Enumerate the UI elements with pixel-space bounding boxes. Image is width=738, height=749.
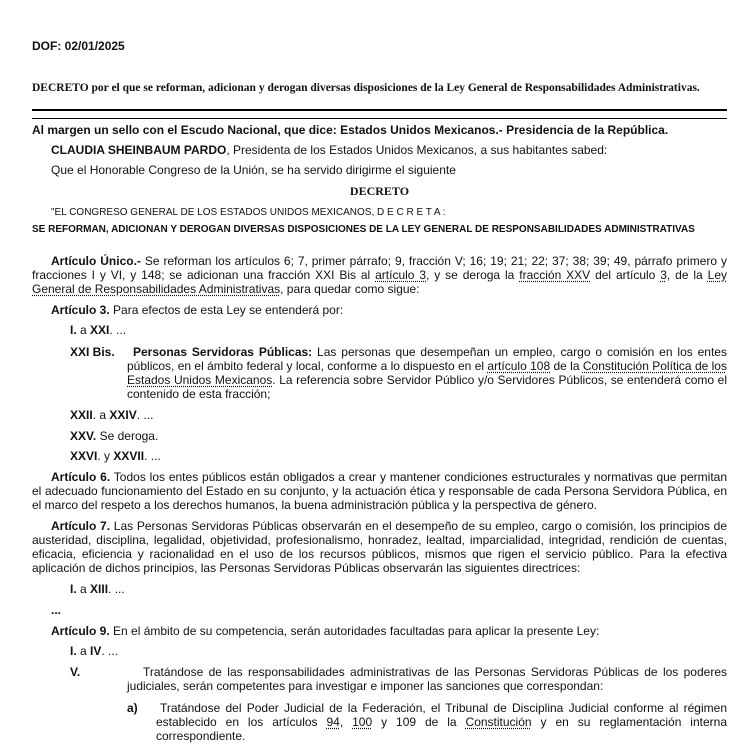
roman-ellipsis: . ... [109,323,127,337]
link-ley-general[interactable]: Ley General de Responsabilidades Administrativas [32,268,727,296]
art3-xxv [70,429,158,443]
articulo-unico-label: Artículo Único.- [51,254,141,268]
art7-label: Artículo 7. [51,519,111,533]
roman-ellipsis: . ... [144,449,161,463]
roman-i: I. [70,323,77,337]
roman-joiner: . a [92,408,110,422]
decreto-heading: DECRETO [349,184,410,198]
art7-text: Las Personas Servidoras Públicas observarán en el desempeño de su empleo, cargo o comisión, los principios de austeridad, disciplina, legalidad, objetividad, profesionalismo, honradez, lealtad, imparcialidad, integridad, rendición de cuentas, eficacia, eficiencia y racionalidad en el uso de los recursos públicos, mismos que rigen el servicio público. Para la efectiva aplicación de dichos principios, las Personas Servidoras Públicas observarán las siguientes directrices: [32,519,727,575]
xxv-text: Se deroga. [96,429,159,443]
link-articulo-108[interactable]: artículo 108 [487,359,551,373]
link-articulo-94[interactable]: 94 [326,715,340,729]
link-fraccion-xxv[interactable]: fracción XXV [519,268,591,282]
link-constitucion[interactable]: Constitución [465,715,532,729]
articulo-unico-text-4: , de la [666,268,708,282]
inciso-a-text-2: , [339,715,353,729]
link-articulo-100[interactable]: 100 [352,715,373,729]
se-reforman-heading: SE REFORMAN, ADICIONAN Y DEROGAN DIVERSAS DISPOSICIONES DE LA LEY GENERAL DE RESPONSABILIDADES ADMINISTRATIVAS [32,224,695,235]
articulo-unico-text-5: , para quedar como sigue: [280,282,420,296]
inciso-a-text-1: Tratándose del Poder Judicial de la Federación, el Tribunal de Disciplina Judicial conforme al régimen establecido en los artículos [156,701,727,729]
congress-line: Que el Honorable Congreso de la Unión, se ha servido dirigirme el siguiente [51,163,456,177]
roman-v-paragraph: Tratándose de las responsabilidades administrativas de las Personas Servidoras Públicas de los poderes judiciales, serán competentes para investigar e imponer las sanciones que correspondan: [127,665,727,693]
roman-joiner: . y [97,449,114,463]
decree-title: DECRETO por el que se reforman, adicionan y derogan diversas disposiciones de la Ley General de Responsabilidades Administrativas. [32,82,700,94]
articulo-unico-text-3: del artículo [590,268,661,282]
art7-i-xiii [70,582,125,596]
inciso-a-paragraph [156,701,727,743]
title-rule-thick [32,109,727,111]
art3-xxii-xxiv [70,408,153,422]
articulo-unico-paragraph [32,254,727,296]
congreso-decreta: "EL CONGRESO GENERAL DE LOS ESTADOS UNIDOS MEXICANOS, D E C R E T A : [51,207,446,218]
roman-xxi: XXI [90,323,110,337]
inciso-a-label: a) [127,701,138,715]
inciso-a-text-3: y 109 de la [372,715,466,729]
roman-ellipsis: . ... [136,408,154,422]
xxi-bis-label: XXI Bis. [70,345,115,359]
art9-i-iv [70,644,118,658]
art7-paragraph [32,519,727,575]
roman-xxiv: XXIV [109,408,137,422]
art6-paragraph [32,470,727,512]
link-articulo-3[interactable]: artículo 3 [375,268,427,282]
roman-xiii: XIII [90,582,109,596]
roman-i: I. [70,582,77,596]
art3-paragraph [51,303,727,317]
dof-date: DOF: 02/01/2025 [32,39,125,53]
xxi-bis-term: Personas Servidoras Públicas: [133,345,313,359]
xxi-bis-text-2: de la [550,359,583,373]
roman-i: I. [70,644,77,658]
xxi-bis-text-1: Las personas que desempeñan un empleo, cargo o comisión en los entes públicos, en el ámbito federal y local, conforme a lo dispuesto en el [127,345,727,373]
xxi-bis-text-3: . La referencia sobre Servidor Público y/o Servidores Públicos, se entenderá como el contenido de esta fracción; [127,373,727,401]
art9-label: Artículo 9. [51,624,110,638]
roman-xxv: XXV. [70,429,97,443]
roman-xxvii: XXVII [113,449,145,463]
art3-i-xxi [70,323,126,337]
roman-joiner: a [76,582,91,596]
link-constitucion-politica[interactable]: Constitución Política de los Estados Unidos Mexicanos [127,359,727,387]
inciso-a-text-4: y en su reglamentación interna correspondiente. [156,715,727,743]
roman-xxii: XXII [70,408,93,422]
omission-ellipsis: ... [51,603,62,617]
articulo-unico-text-1: Se reforman los artículos 6; 7, primer párrafo; 9, fracción V; 16; 19; 21; 22; 37; 38; 39; 49, párrafo primero y fracciones I y VI, y 148; se adicionan una fracción XXI Bis al [32,254,727,282]
roman-v-label: V. [70,665,81,679]
seal-paragraph: Al margen un sello con el Escudo Nacional, que dice: Estados Unidos Mexicanos.- Presidencia de la República. [32,123,669,137]
articulo-unico-text-2: , y se deroga la [426,268,520,282]
president-paragraph [51,143,727,157]
roman-xxvi: XXVI [70,449,98,463]
roman-ellipsis: . ... [101,644,119,658]
art9-text: En el ámbito de su competencia, serán autoridades facultadas para aplicar la presente Ley: [109,624,600,638]
art6-text: Todos los entes públicos están obligados a crear y mantener condiciones estructurales y normativas que permitan el adecuado funcionamiento del Estado en su conjunto, y la actuación ética y responsable de cada Persona Servidora Pública, en el marco del respeto a los derechos humanos, la buena administración pública y la perspectiva de género. [32,470,727,512]
roman-iv: IV [90,644,102,658]
president-name: CLAUDIA SHEINBAUM PARDO [51,143,227,157]
art3-text: Para efectos de esta Ley se entenderá por: [109,303,344,317]
roman-joiner: a [76,644,91,658]
president-rest: , Presidenta de los Estados Unidos Mexicanos, a sus habitantes sabed: [226,143,608,157]
xxi-bis-paragraph [127,345,727,401]
art3-xxvi-xxvii [70,449,161,463]
roman-ellipsis: . ... [108,582,125,596]
roman-joiner: a [76,323,91,337]
art6-label: Artículo 6. [51,470,111,484]
art3-label: Artículo 3. [51,303,110,317]
art9-paragraph [51,624,727,638]
link-3[interactable]: 3 [660,268,667,282]
title-rule-thin [32,118,727,119]
